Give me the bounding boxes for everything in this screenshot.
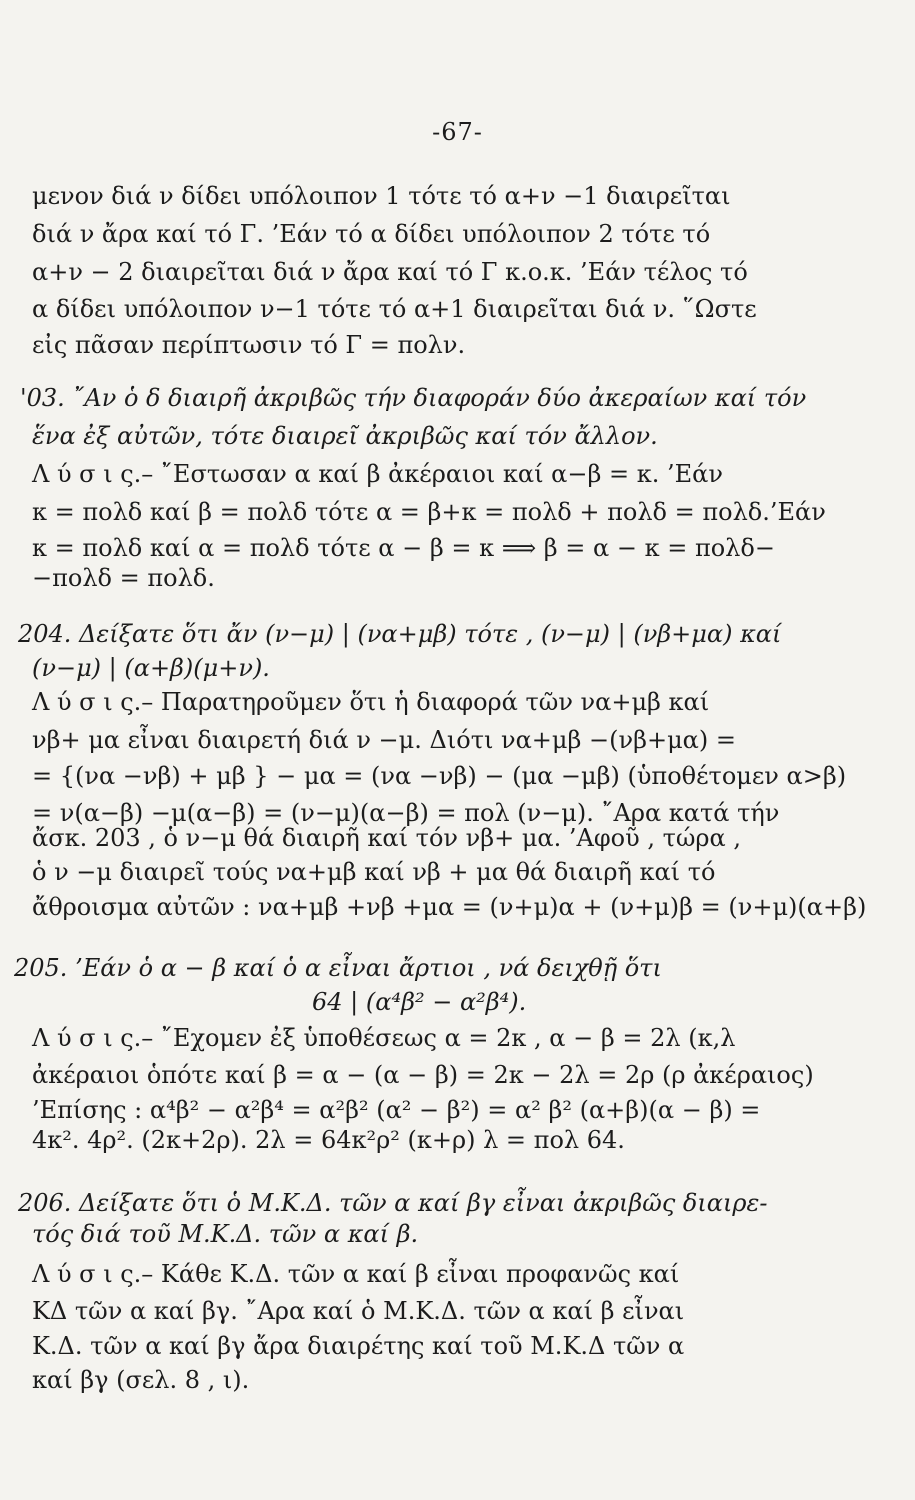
- exercise-203-solution: κ = πολδ καί β = πολδ τότε α = β+κ = πολδ + πολδ = πολδ.’Εάν: [32, 498, 826, 526]
- exercise-204-solution: ἄσκ. 203 , ὁ ν−μ θά διαιρῆ καί τόν νβ+ μα. ’Αφοῦ , τώρα ,: [32, 824, 741, 852]
- text-line: μενον διά ν δίδει υπόλοιπον 1 τότε τό α+ν −1 διαιρεῖται: [32, 182, 731, 210]
- exercise-205-solution: 4κ². 4ρ². (2κ+2ρ). 2λ = 64κ²ρ² (κ+ρ) λ = πολ 64.: [32, 1126, 625, 1154]
- text-line: διά ν ἄρα καί τό Γ. ’Εάν τό α δίδει υπόλοιπον 2 τότε τό: [32, 220, 711, 248]
- exercise-205-solution: ’Επίσης : α⁴β² − α²β⁴ = α²β² (α² − β²) = α² β² (α+β)(α − β) =: [32, 1096, 761, 1124]
- text-line: α+ν − 2 διαιρεῖται διά ν ἄρα καί τό Γ κ.ο.κ. ’Εάν τέλος τό: [32, 258, 748, 286]
- exercise-204-solution: ὁ ν −μ διαιρεῖ τούς να+μβ καί νβ + μα θά διαιρῆ καί τό: [32, 858, 716, 886]
- exercise-203-solution: κ = πολδ καί α = πολδ τότε α − β = κ ⟹ β = α − κ = πολδ−: [32, 534, 775, 562]
- exercise-204-statement: 204. Δείξατε ὅτι ἄν (ν−μ) | (να+μβ) τότε , (ν−μ) | (νβ+μα) καί: [18, 620, 782, 648]
- exercise-205-solution: ἀκέραιοι ὁπότε καί β = α − (α − β) = 2κ − 2λ = 2ρ (ρ ἀκέραιος): [32, 1061, 814, 1089]
- page-number: -67-: [432, 118, 483, 146]
- exercise-204-solution: ἄθροισμα αὐτῶν : να+μβ +νβ +μα = (ν+μ)α + (ν+μ)β = (ν+μ)(α+β): [32, 893, 867, 921]
- text-line: εἰς πᾶσαν περίπτωσιν τό Γ = πολν.: [32, 331, 466, 359]
- exercise-203-statement: ἕνα ἐξ αὐτῶν, τότε διαιρεῖ ἀκριβῶς καί τόν ἄλλον.: [32, 422, 658, 450]
- exercise-205-statement: 205. ’Εάν ὁ α − β καί ὁ α εἶναι ἄρτιοι , νά δειχθῇ ὅτι: [14, 954, 662, 982]
- exercise-203-solution: −πολδ = πολδ.: [32, 564, 215, 592]
- exercise-204-solution: Λ ύ σ ι ς.– Παρατηροῦμεν ὅτι ἡ διαφορά τῶν να+μβ καί: [32, 688, 710, 716]
- exercise-206-statement: τός διά τοῦ Μ.Κ.Δ. τῶν α καί β.: [32, 1220, 419, 1248]
- text-line: α δίδει υπόλοιπον ν−1 τότε τό α+1 διαιρεῖται διά ν. ῞Ωστε: [32, 295, 757, 323]
- exercise-203-solution: Λ ύ σ ι ς.– ῎Εστωσαν α καί β ἀκέραιοι καί α−β = κ. ’Εάν: [32, 460, 723, 488]
- exercise-206-solution: καί βγ (σελ. 8 , ι).: [32, 1366, 250, 1394]
- exercise-204-solution: νβ+ μα εἶναι διαιρετή διά ν −μ. Διότι να+μβ −(νβ+μα) =: [32, 726, 736, 754]
- exercise-203-statement: '03. ῎Αν ὁ δ διαιρῆ ἀκριβῶς τήν διαφοράν δύο ἀκεραίων καί τόν: [20, 384, 807, 412]
- exercise-205-solution: Λ ύ σ ι ς.– ῎Εχομεν ἐξ ὑποθέσεως α = 2κ , α − β = 2λ (κ,λ: [32, 1024, 736, 1052]
- exercise-206-solution: Λ ύ σ ι ς.– Κάθε Κ.Δ. τῶν α καί β εἶναι προφανῶς καί: [32, 1260, 680, 1288]
- exercise-204-solution: = ν(α−β) −μ(α−β) = (ν−μ)(α−β) = πολ (ν−μ). ῎Αρα κατά τήν: [32, 799, 780, 827]
- exercise-206-solution: Κ.Δ. τῶν α καί βγ ἄρα διαιρέτης καί τοῦ Μ.Κ.Δ τῶν α: [32, 1332, 685, 1360]
- exercise-206-statement: 206. Δείξατε ὅτι ὁ Μ.Κ.Δ. τῶν α καί βγ εἶναι ἀκριβῶς διαιρε-: [18, 1189, 768, 1217]
- exercise-205-statement: 64 | (α⁴β² − α²β⁴).: [312, 988, 527, 1016]
- exercise-204-solution: = {(να −νβ) + μβ } − μα = (να −νβ) − (μα −μβ) (ὑποθέτομεν α>β): [32, 762, 847, 790]
- exercise-206-solution: ΚΔ τῶν α καί βγ. ῎Αρα καί ὁ Μ.Κ.Δ. τῶν α καί β εἶναι: [32, 1297, 685, 1325]
- exercise-204-statement: (ν−μ) | (α+β)(μ+ν).: [32, 654, 270, 682]
